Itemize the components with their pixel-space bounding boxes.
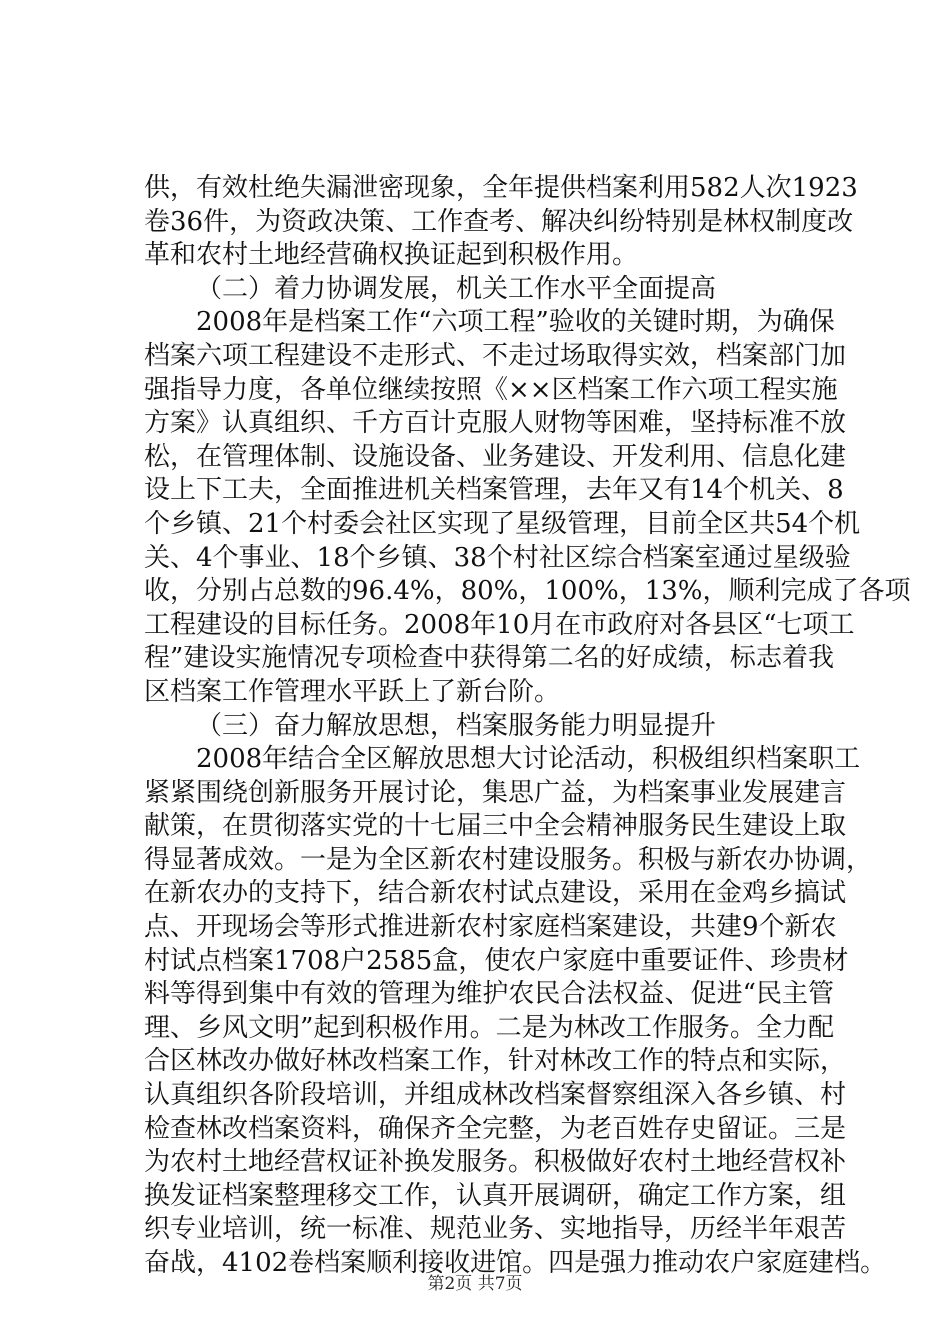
text-line: 设上下工夫，全面推进机关档案管理，去年又有14个机关、8 (144, 475, 844, 506)
section-heading: （三）奋力解放思想，档案服务能力明显提升 (196, 710, 717, 741)
text-line: 个乡镇、21个村委会社区实现了星级管理，目前全区共54个机 (144, 508, 861, 539)
text-line: 点、开现场会等形式推进新农村家庭档案建设，共建9个新农 (144, 912, 837, 943)
text-line: 合区林改办做好林改档案工作，针对林改工作的特点和实际， (144, 1046, 847, 1077)
text-line: 工程建设的目标任务。2008年10月在市政府对各县区“七项工 (144, 609, 855, 640)
text-line: 收，分别占总数的96.4%，80%，100%，13%，顺利完成了各项 (144, 576, 911, 607)
text-line: 认真组织各阶段培训，并组成林改档案督察组深入各乡镇、村 (144, 1080, 847, 1111)
text-line: 供，有效杜绝失漏泄密现象，全年提供档案利用582人次1923 (144, 173, 858, 203)
text-line: 卷36件，为资政决策、工作查考、解决纠纷特别是林权制度改 (144, 206, 854, 237)
page-number-footer: 第2页 共7页 (427, 1274, 523, 1294)
text-line: 理、乡风文明”起到积极作用。二是为林改工作服务。全力配 (144, 1012, 834, 1043)
text-line: 2008年结合全区解放思想大讨论活动，积极组织档案职工 (196, 744, 861, 775)
text-line: 料等得到集中有效的管理为维护农民合法权益、促进“民主管 (144, 979, 834, 1010)
text-line: 为农村土地经营权证补换发服务。积极做好农村土地经营权补 (144, 1147, 847, 1178)
text-line: 换发证档案整理移交工作，认真开展调研，确定工作方案，组 (144, 1180, 847, 1211)
text-line: 强指导力度，各单位继续按照《××区档案工作六项工程实施 (144, 374, 838, 405)
text-line: 2008年是档案工作“六项工程”验收的关键时期，为确保 (196, 307, 835, 338)
text-line: 检查林改档案资料，确保齐全完整，为老百姓存史留证。三是 (144, 1113, 847, 1144)
text-line: 织专业培训，统一标准、规范业务、实地指导，历经半年艰苦 (144, 1214, 847, 1245)
text-line: 得显著成效。一是为全区新农村建设服务。积极与新农办协调， (144, 844, 873, 875)
document-body (144, 172, 911, 1281)
text-line: 档案六项工程建设不走形式、不走过场取得实效，档案部门加 (144, 340, 847, 371)
text-line: 在新农办的支持下，结合新农村试点建设，采用在金鸡乡搞试 (144, 878, 847, 909)
section-heading: （二）着力协调发展，机关工作水平全面提高 (196, 273, 717, 304)
text-line: 松，在管理体制、设施设备、业务建设、开发利用、信息化建 (144, 441, 847, 472)
text-line: 程”建设实施情况专项检查中获得第二名的好成绩，标志着我 (144, 643, 834, 674)
text-line: 献策，在贯彻落实党的十七届三中全会精神服务民生建设上取 (144, 811, 847, 842)
text-line: 奋战，4102卷档案顺利接收进馆。四是强力推动农户家庭建档。 (144, 1248, 887, 1278)
text-line: 关、4个事业、18个乡镇、38个村社区综合档案室通过星级验 (144, 542, 851, 573)
text-line: 紧紧围绕创新服务开展讨论，集思广益，为档案事业发展建言 (144, 777, 847, 808)
text-line: 革和农村土地经营确权换证起到积极作用。 (144, 240, 639, 271)
text-line: 方案》认真组织、千方百计克服人财物等困难，坚持标准不放 (144, 408, 847, 439)
text-line: 村试点档案1708户2585盒，使农户家庭中重要证件、珍贵材 (144, 945, 849, 976)
text-line: 区档案工作管理水平跃上了新台阶。 (144, 676, 561, 707)
